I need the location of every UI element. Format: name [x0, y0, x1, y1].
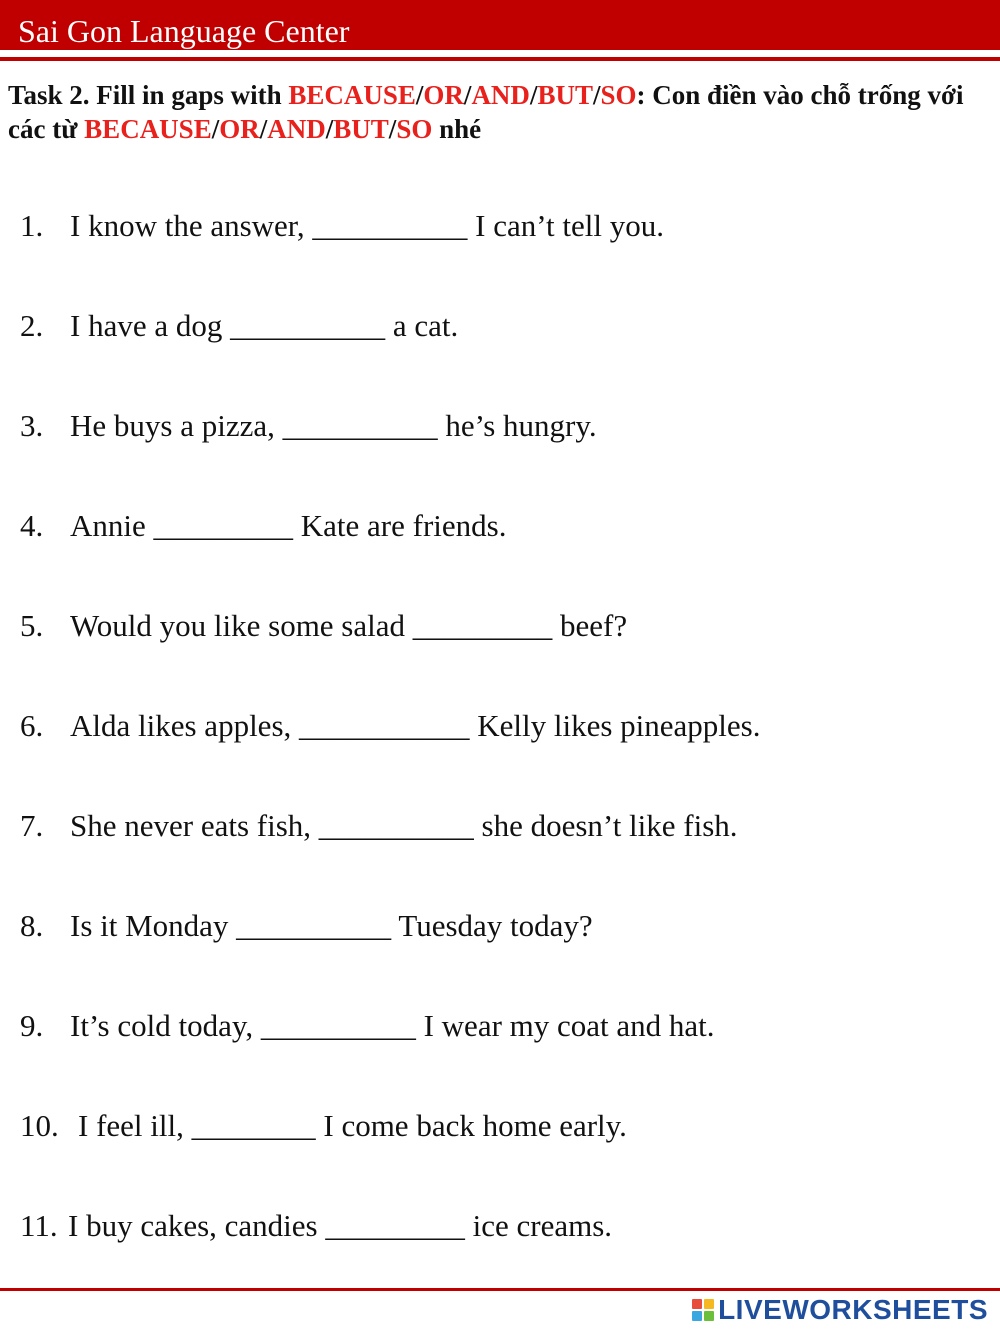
separator: / — [529, 80, 538, 110]
logo-square-icon — [692, 1299, 702, 1309]
exercise-item[interactable] — [20, 606, 627, 646]
item-number: 1. — [20, 208, 44, 243]
exercise-item[interactable] — [20, 406, 597, 446]
keyword-and: AND — [471, 80, 530, 110]
logo-square-icon — [704, 1311, 714, 1321]
item-sentence: Alda likes apples, ___________ Kelly likes pineapples. — [70, 708, 761, 743]
keyword-or: OR — [423, 80, 464, 110]
exercise-item[interactable] — [20, 1106, 627, 1146]
task-vietnamese: : Con điền vào chỗ trống với các từ — [8, 80, 964, 144]
exercise-item[interactable] — [20, 306, 458, 346]
exercise-item[interactable] — [20, 1206, 612, 1246]
logo-text: LIVEWORKSHEETS — [718, 1294, 988, 1325]
keyword-but: BUT — [537, 80, 593, 110]
task-lead: Task 2. Fill in gaps with — [8, 80, 289, 110]
item-number: 5. — [20, 608, 44, 643]
exercise-item[interactable] — [20, 206, 664, 246]
item-sentence: Annie _________ Kate are friends. — [70, 508, 507, 543]
separator: / — [415, 80, 424, 110]
item-number: 7. — [20, 808, 44, 843]
item-number: 6. — [20, 708, 44, 743]
keyword-because: BECAUSE — [288, 80, 416, 110]
item-sentence: It’s cold today, __________ I wear my coat and hat. — [70, 1008, 715, 1043]
exercise-item[interactable] — [20, 806, 738, 846]
task-tail: nhé — [432, 114, 482, 144]
keyword-and: AND — [267, 114, 326, 144]
footer-divider — [0, 1288, 1000, 1291]
exercise-item[interactable] — [20, 906, 593, 946]
liveworksheets-logo[interactable] — [692, 1295, 988, 1325]
logo-square-icon — [704, 1299, 714, 1309]
separator: / — [211, 114, 220, 144]
logo-square-icon — [692, 1311, 702, 1321]
item-number: 3. — [20, 408, 44, 443]
center-name: Sai Gon Language Center — [18, 13, 350, 49]
separator: / — [388, 114, 397, 144]
item-number: 4. — [20, 508, 44, 543]
separator: / — [463, 80, 472, 110]
exercise-item[interactable] — [20, 506, 506, 546]
separator: / — [259, 114, 268, 144]
keyword-or: OR — [219, 114, 260, 144]
keyword-so: SO — [396, 114, 433, 144]
item-sentence: I feel ill, ________ I come back home early. — [78, 1108, 627, 1143]
item-number: 10. — [20, 1108, 59, 1143]
item-number: 9. — [20, 1008, 44, 1043]
item-sentence: I have a dog __________ a cat. — [70, 308, 459, 343]
keyword-because: BECAUSE — [84, 114, 212, 144]
item-sentence: Would you like some salad _________ beef? — [70, 608, 628, 643]
item-sentence: She never eats fish, __________ she doesn’t like fish. — [70, 808, 738, 843]
separator: / — [325, 114, 334, 144]
liveworksheets-logo-icon — [692, 1299, 714, 1321]
item-number: 11. — [20, 1208, 58, 1243]
exercise-item[interactable] — [20, 706, 761, 746]
exercise-item[interactable] — [20, 1006, 715, 1046]
item-number: 2. — [20, 308, 44, 343]
item-sentence: I buy cakes, candies _________ ice creams. — [68, 1208, 613, 1243]
item-sentence: Is it Monday __________ Tuesday today? — [70, 908, 593, 943]
item-number: 8. — [20, 908, 44, 943]
item-sentence: I know the answer, __________ I can’t tell you. — [70, 208, 664, 243]
separator: / — [592, 80, 601, 110]
keyword-so: SO — [600, 80, 637, 110]
item-sentence: He buys a pizza, __________ he’s hungry. — [70, 408, 597, 443]
keyword-but: BUT — [333, 114, 389, 144]
